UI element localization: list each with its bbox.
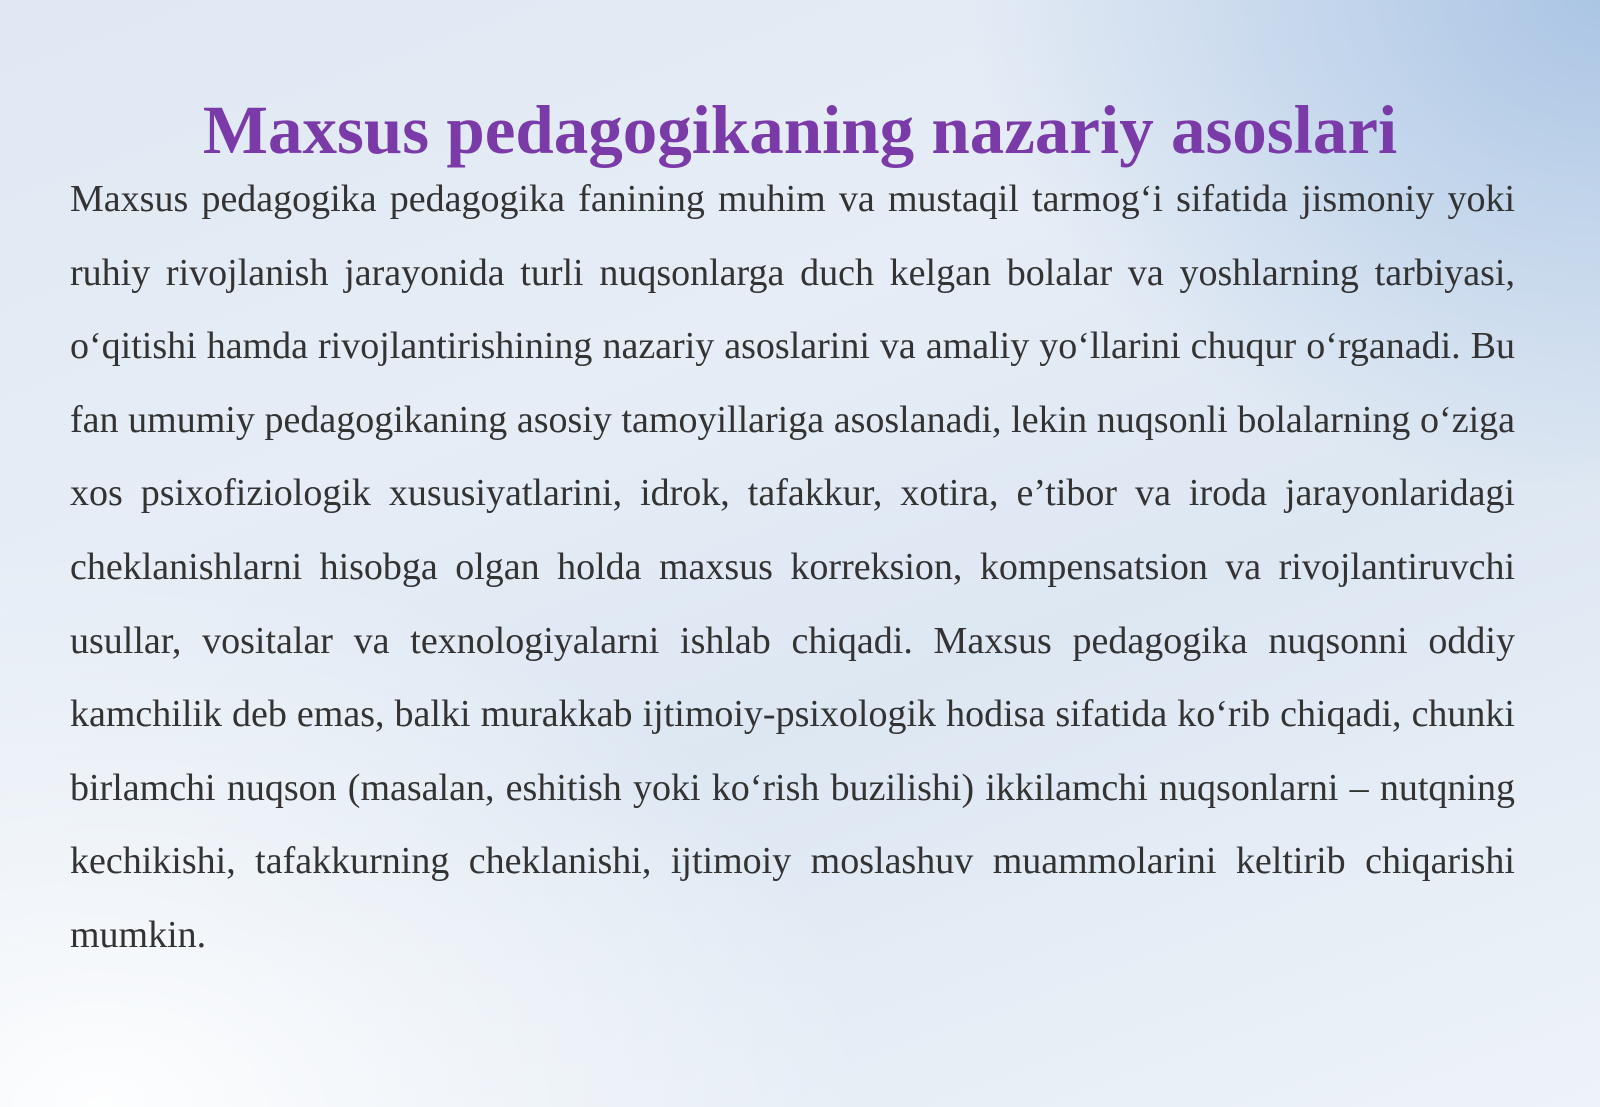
slide-body-text: Maxsus pedagogika pedagogika fanining muhim va mustaqil tarmog‘i sifatida jismoniy yoki ruhiy rivojlanish jarayonida turli nuqsonlarga duch kelgan bolalar va yoshlarning tarbiyasi, o‘qitishi hamda rivojlantirishining nazariy asoslarini va amaliy yo‘llarini chuqur o‘rganadi. Bu fan umumiy pedagogikaning asosiy tamoyillariga asoslanadi, lekin nuqsonli bolalarning o‘ziga xos psixofiziologik xususiyatlarini, idrok, tafakkur, xotira, e’tibor va iroda jarayonlaridagi cheklanishlarni hisobga olgan holda maxsus korreksion, kompensatsion va rivojlantiruvchi usullar, vositalar va texnologiyalarni ishlab chiqadi. Maxsus pedagogika nuqsonni oddiy kamchilik deb emas, balki murakkab ijtimoiy-psixologik hodisa sifatida ko‘rib chiqadi, chunki birlamchi nuqson (masalan, eshitish yoki ko‘rish buzilishi) ikkilamchi nuqsonlarni – nutqning kechikishi, tafakkurning cheklanishi, ijtimoiy moslashuv muammolarini keltirib chiqarishi mumkin. bbox=[70, 178, 1515, 956]
slide-title: Maxsus pedagogikaning nazariy asoslari bbox=[202, 92, 1398, 168]
